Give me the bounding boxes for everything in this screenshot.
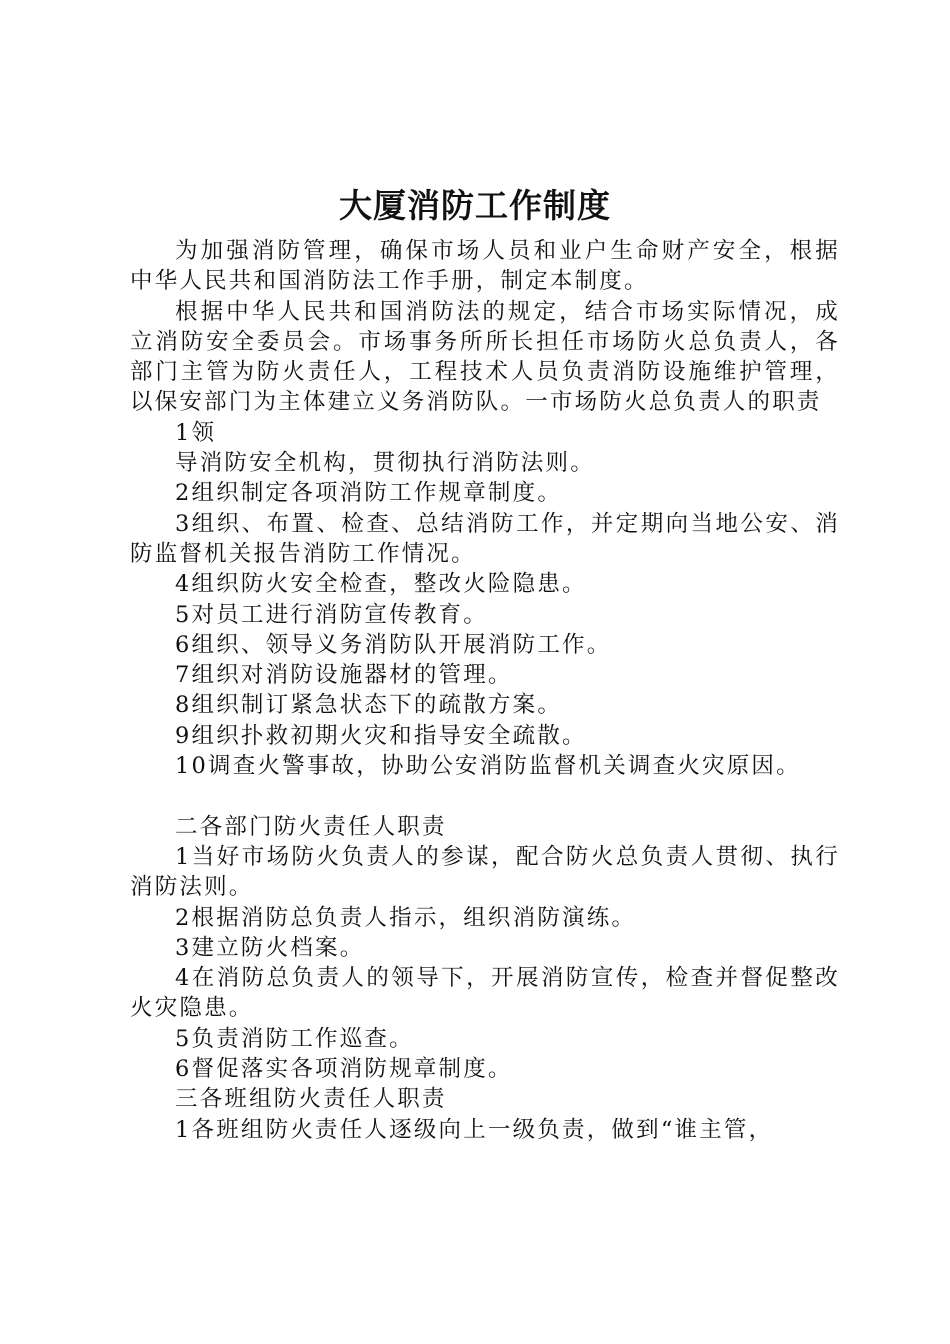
paragraph-item: 1领: [175, 419, 217, 446]
document-title: 大厦消防工作制度: [339, 186, 611, 225]
paragraph-item: 6督促落实各项消防规章制度。: [175, 1056, 513, 1083]
paragraph-item: 6组织、领导义务消防队开展消防工作。: [175, 631, 612, 658]
paragraph-item: 5对员工进行消防宣传教育。: [175, 601, 488, 628]
paragraph-item: 8组织制订紧急状态下的疏散方案。: [175, 692, 563, 719]
blank-line: [130, 781, 840, 811]
paragraph-committee: 根据中华人民共和国消防法的规定，结合市场实际情况，成立消防安全委员会。市场事务所所长担任市场防火总负责人，各部门主管为防火责任人，工程技术人员负责消防设施维护管理，以保安部门为主体建立义务消防队。一市场防火总负责人的职责: [130, 298, 840, 416]
paragraph-item: 4在消防总负责人的领导下，开展消防宣传，检查并督促整改火灾隐患。: [130, 965, 840, 1022]
paragraph-intro: 为加强消防管理，确保市场人员和业户生命财产安全，根据中华人民共和国消防法工作手册，制定本制度。: [130, 238, 840, 295]
paragraph-item: 10调查火警事故，协助公安消防监督机关调查火灾原因。: [175, 753, 801, 780]
paragraph-item: 1当好市场防火负责人的参谋，配合防火总负责人贯彻、执行消防法则。: [130, 843, 840, 901]
paragraph-item: 1各班组防火责任人逐级向上一级负责，做到“谁主管，: [175, 1116, 774, 1143]
paragraph-item: 7组织对消防设施器材的管理。: [175, 662, 513, 689]
paragraph-item: 2组织制定各项消防工作规章制度。: [175, 480, 563, 507]
paragraph-item: 导消防安全机构，贯彻执行消防法则。: [175, 450, 595, 477]
section-heading: 三各班组防火责任人职责: [175, 1086, 447, 1113]
paragraph-item: 2根据消防总负责人指示，组织消防演练。: [175, 904, 637, 931]
paragraph-item: 4组织防火安全检查，整改火险隐患。: [175, 571, 587, 598]
document-body: [130, 236, 840, 1145]
paragraph-item: 5负责消防工作巡查。: [175, 1025, 414, 1052]
paragraph-item: 9组织扑救初期火灾和指导安全疏散。: [175, 722, 587, 749]
section-heading: 二各部门防火责任人职责: [175, 813, 447, 840]
paragraph-item: 3建立防火档案。: [175, 934, 365, 961]
paragraph-item: 3组织、布置、检查、总结消防工作，并定期向当地公安、消防监督机关报告消防工作情况。: [130, 510, 840, 567]
